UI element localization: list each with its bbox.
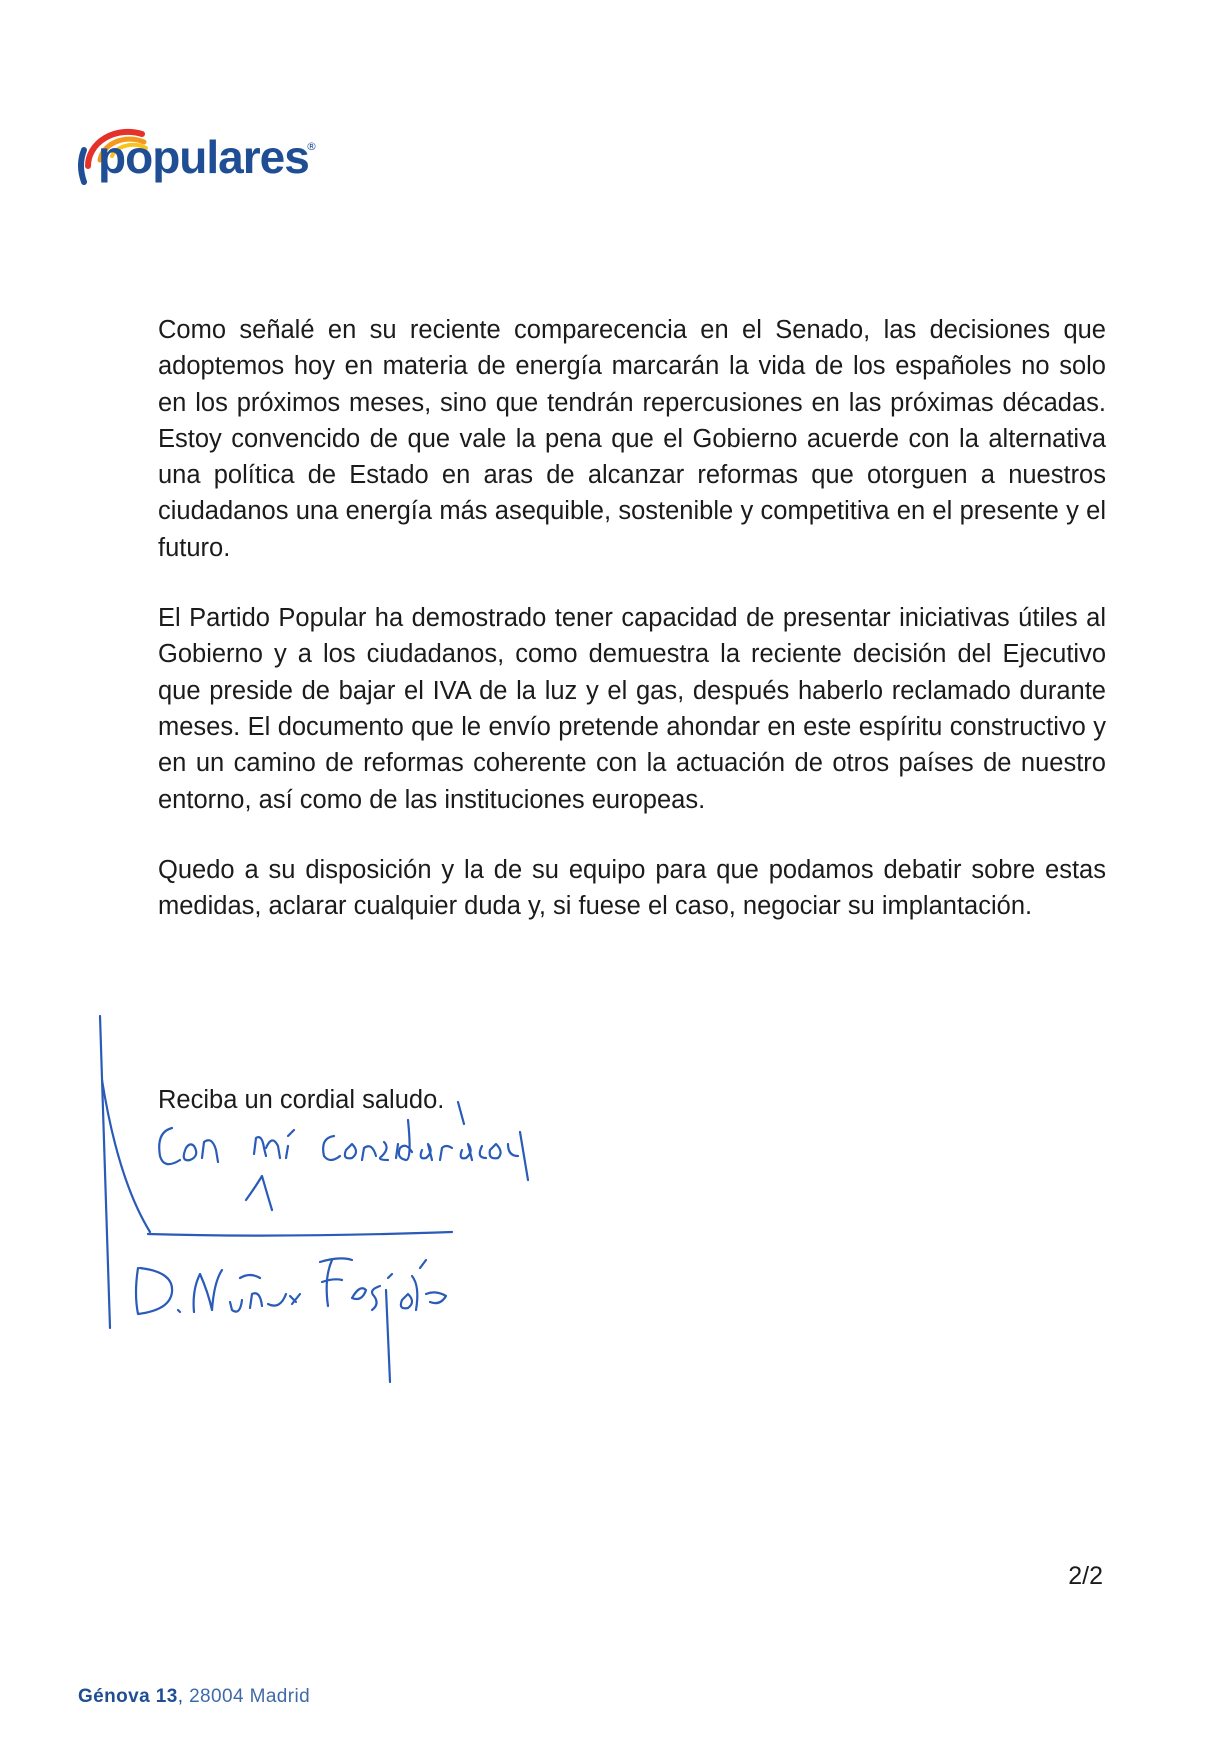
footer-city: 28004 Madrid xyxy=(189,1686,311,1707)
paragraph-1: Como señalé en su reciente comparecencia en el Senado, las decisiones que adoptemos hoy en materia de energía marcarán la vida de los españoles no solo en los próximos meses, sino que tendrán repercusiones en las próximas décadas. Estoy convencido de que vale la pena que el Gobierno acuerde con la alternativa una política de Estado en aras de alcanzar reformas que otorguen a nuestros ciudadanos una energía más asequible, sostenible y competitiva en el presente y el futuro. xyxy=(158,316,1106,562)
closing-salutation: Reciba un cordial saludo. xyxy=(158,1086,445,1114)
footer-street: Génova 13 xyxy=(78,1686,178,1707)
page-number: 2/2 xyxy=(1068,1562,1103,1590)
paragraph-3: Quedo a su disposición y la de su equipo para que podamos debatir sobre estas medidas, aclarar cualquier duda y, si fuese el caso, negociar su implantación. xyxy=(158,855,1106,921)
footer-separator: , xyxy=(177,1686,190,1707)
registered-mark: ® xyxy=(306,140,317,153)
logo-wordmark: populares xyxy=(98,131,309,183)
handwritten-signature xyxy=(90,1010,590,1410)
party-logo xyxy=(78,120,338,200)
paragraph-2: El Partido Popular ha demostrado tener capacidad de presentar iniciativas útiles al Gobierno y a los ciudadanos, como demuestra la reciente decisión del Ejecutivo que preside de bajar el IVA de la luz y el gas, después haberlo reclamado durante meses. El documento que le envío pretende ahondar en este espíritu constructivo y en un camino de reformas coherente con la actuación de otros países de nuestro entorno, así como de las instituciones europeas. xyxy=(158,604,1106,814)
footer-address xyxy=(78,1686,310,1708)
letter-body xyxy=(158,312,1106,958)
